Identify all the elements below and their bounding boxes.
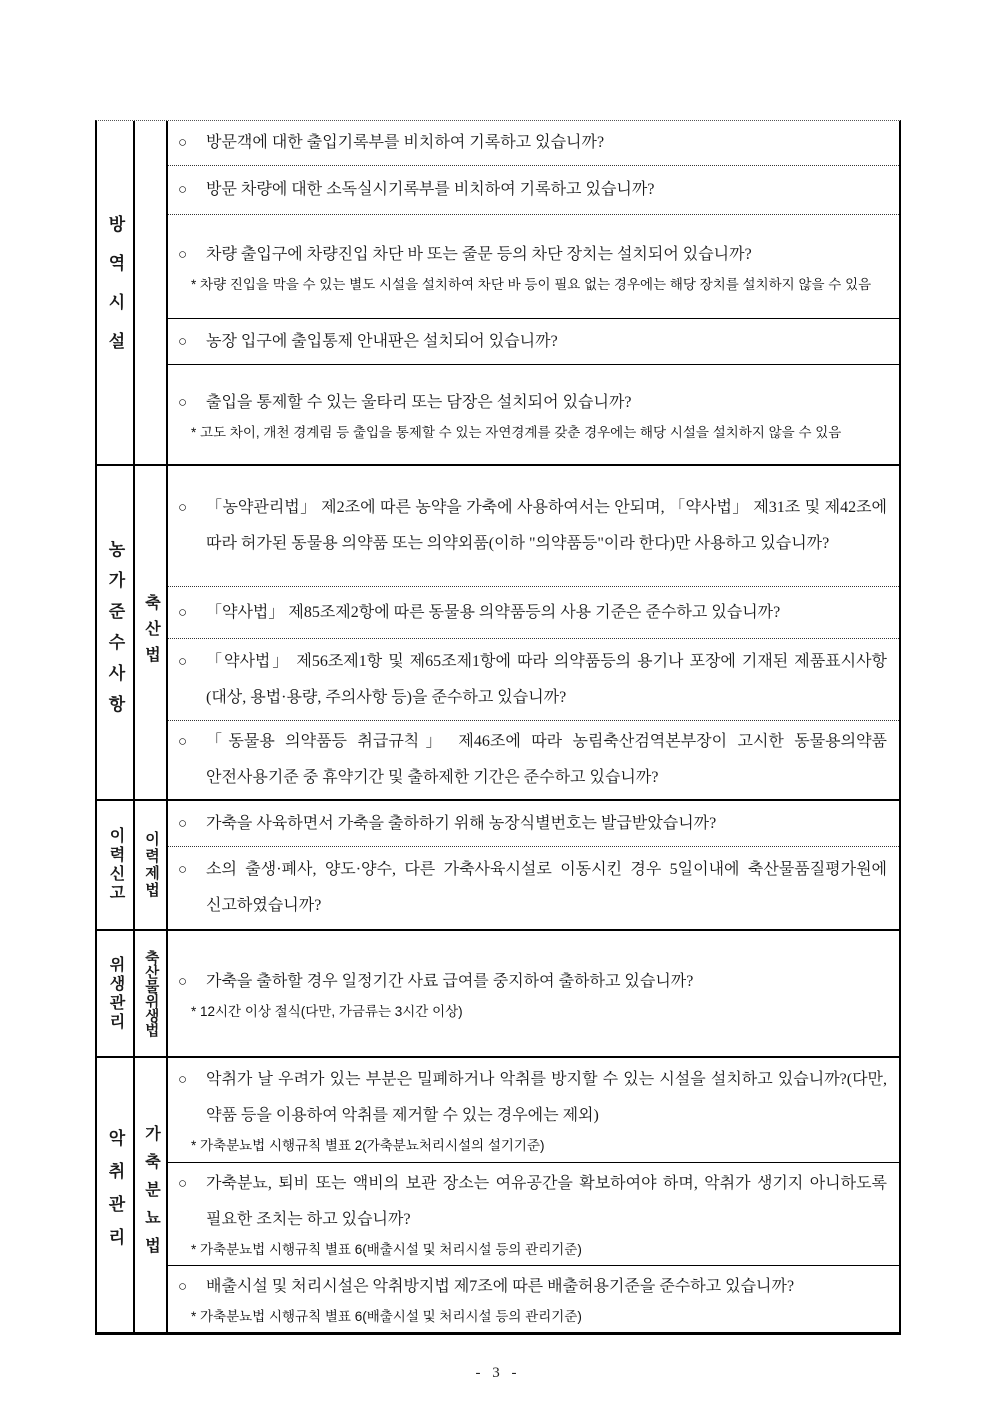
item-text: 가축분뇨, 퇴비 또는 액비의 보관 장소는 여유공간을 확보하여야 하며, 악취가 생기지 아니하도록 필요한 조치는 하고 있습니까?	[206, 1175, 887, 1228]
checklist-item	[168, 638, 899, 720]
category-cell	[97, 801, 135, 929]
section-quarantine-facilities	[97, 121, 899, 464]
circle-bullet-icon: ○	[178, 653, 188, 670]
item-note: * 고도 차이, 개천 경계림 등 출입을 통제할 수 있는 자연경계를 갖춘 경우에는 해당 시설을 설치하지 않을 수 있음	[191, 424, 842, 440]
category-label: 악취관리	[105, 1129, 125, 1261]
checklist-item	[168, 931, 899, 1056]
circle-bullet-icon: ○	[178, 182, 188, 198]
page-number: - 3 -	[475, 1365, 521, 1381]
item-text: 「약사법」 제85조제2항에 따른 동물용 의약품등의 사용 기준은 준수하고 있습니까?	[206, 603, 781, 621]
law-label: 가축분뇨법	[142, 1125, 160, 1265]
law-cell	[135, 1058, 168, 1332]
law-label: 축산물위생법	[142, 950, 159, 1037]
circle-bullet-icon: ○	[178, 135, 188, 151]
law-label: 축산법	[142, 593, 160, 672]
circle-bullet-icon: ○	[178, 500, 188, 516]
checklist-item	[168, 720, 899, 799]
item-text: 방문객에 대한 출입기록부를 비치하여 기록하고 있습니까?	[206, 134, 605, 151]
item-text: 출입을 통제할 수 있는 울타리 또는 담장은 설치되어 있습니까?	[206, 393, 632, 411]
section-history-report	[97, 799, 899, 929]
item-note: * 가축분뇨법 시행규칙 별표 6(배출시설 및 처리시설 등의 관리기준)	[191, 1309, 582, 1324]
checklist-item	[168, 801, 899, 846]
circle-bullet-icon: ○	[178, 862, 188, 878]
category-label: 농가준수사항	[105, 539, 125, 726]
category-label: 방역시설	[105, 214, 125, 371]
circle-bullet-icon: ○	[178, 394, 188, 411]
circle-bullet-icon: ○	[178, 604, 188, 621]
checklist-item	[168, 1162, 899, 1265]
items-cell	[168, 466, 899, 799]
items-cell	[168, 801, 899, 929]
checklist-item	[168, 466, 899, 586]
checklist-item	[168, 121, 899, 165]
law-cell	[135, 801, 168, 929]
items-cell	[168, 1058, 899, 1332]
circle-bullet-icon: ○	[178, 1072, 188, 1088]
item-text: 「동물용 의약품등 취급규칙」 제46조에 따라 농림축산검역본부장이 고시한 동물용의약품 안전사용기준 중 휴약기간 및 출하제한 기간은 준수하고 있습니까?	[206, 733, 887, 786]
law-label: 이력제법	[143, 831, 159, 899]
item-note: * 12시간 이상 절식(다만, 가금류는 3시간 이상)	[191, 1003, 463, 1019]
item-text: 악취가 날 우려가 있는 부분은 밀폐하거나 악취를 방지할 수 있는 시설을 설치하고 있습니까?(다만, 약품 등을 이용하여 악취를 제거할 수 있는 경우에는 제외)	[206, 1071, 887, 1124]
item-note: * 가축분뇨법 시행규칙 별표 6(배출시설 및 처리시설 등의 관리기준)	[191, 1242, 582, 1257]
checklist-item	[168, 165, 899, 214]
item-text: 가축을 사육하면서 가축을 출하하기 위해 농장식별번호는 발급받았습니까?	[206, 814, 717, 832]
circle-bullet-icon: ○	[178, 246, 188, 263]
item-text: 방문 차량에 대한 소독실시기록부를 비치하여 기록하고 있습니까?	[206, 181, 655, 198]
section-odor-management	[97, 1056, 899, 1332]
category-cell	[97, 1058, 135, 1332]
law-cell	[135, 466, 168, 799]
item-text: 차량 출입구에 차량진입 차단 바 또는 줄문 등의 차단 장치는 설치되어 있습니까?	[206, 245, 752, 263]
category-label: 위생관리	[107, 955, 124, 1032]
items-cell	[168, 121, 899, 464]
circle-bullet-icon: ○	[178, 1279, 188, 1295]
item-note: * 가축분뇨법 시행규칙 별표 2(가축분뇨처리시설의 설기기준)	[191, 1138, 545, 1153]
circle-bullet-icon: ○	[178, 1176, 188, 1192]
circle-bullet-icon: ○	[178, 734, 188, 750]
item-text: 「약사법」 제56조제1항 및 제65조제1항에 따라 의약품등의 용기나 포장에 기재된 제품표시사항(대상, 용법·용량, 주의사항 등)을 준수하고 있습니까?	[206, 652, 887, 706]
item-text: 소의 출생·폐사, 양도·양수, 다른 가축사육시설로 이동시킨 경우 5일이내에 축산물품질평가원에 신고하였습니까?	[206, 861, 887, 914]
checklist-item	[168, 318, 899, 364]
item-note: * 차량 진입을 막을 수 있는 별도 시설을 설치하여 차단 바 등이 필요 없는 경우에는 해당 장치를 설치하지 않을 수 있음	[191, 276, 872, 292]
checklist-item	[168, 1265, 899, 1332]
category-label: 이력신고	[107, 827, 124, 903]
circle-bullet-icon: ○	[178, 333, 188, 350]
checklist-item	[168, 214, 899, 318]
item-text: 「농약관리법」 제2조에 따른 농약을 가축에 사용하여서는 안되며, 「약사법」 제31조 및 제42조에 따라 허가된 동물용 의약품 또는 의약외품(이하 "의약품등"이라 한다)만 사용하고 있습니까?	[206, 499, 887, 552]
law-cell-empty	[135, 121, 168, 464]
checklist-item	[168, 1058, 899, 1162]
checklist-table	[95, 120, 901, 1335]
category-cell	[97, 931, 135, 1056]
law-cell	[135, 931, 168, 1056]
items-cell	[168, 931, 899, 1056]
checklist-item	[168, 364, 899, 464]
circle-bullet-icon: ○	[178, 815, 188, 832]
checklist-item	[168, 846, 899, 929]
section-hygiene-management	[97, 929, 899, 1056]
circle-bullet-icon: ○	[178, 973, 188, 990]
item-text: 배출시설 및 처리시설은 악취방지법 제7조에 따른 배출허용기준을 준수하고 있습니까?	[206, 1278, 795, 1295]
item-text: 가축을 출하할 경우 일정기간 사료 급여를 중지하여 출하하고 있습니까?	[206, 972, 694, 990]
checklist-item	[168, 586, 899, 638]
category-cell	[97, 121, 135, 464]
item-text: 농장 입구에 출입통제 안내판은 설치되어 있습니까?	[206, 332, 558, 350]
category-cell	[97, 466, 135, 799]
section-farm-compliance	[97, 464, 899, 799]
